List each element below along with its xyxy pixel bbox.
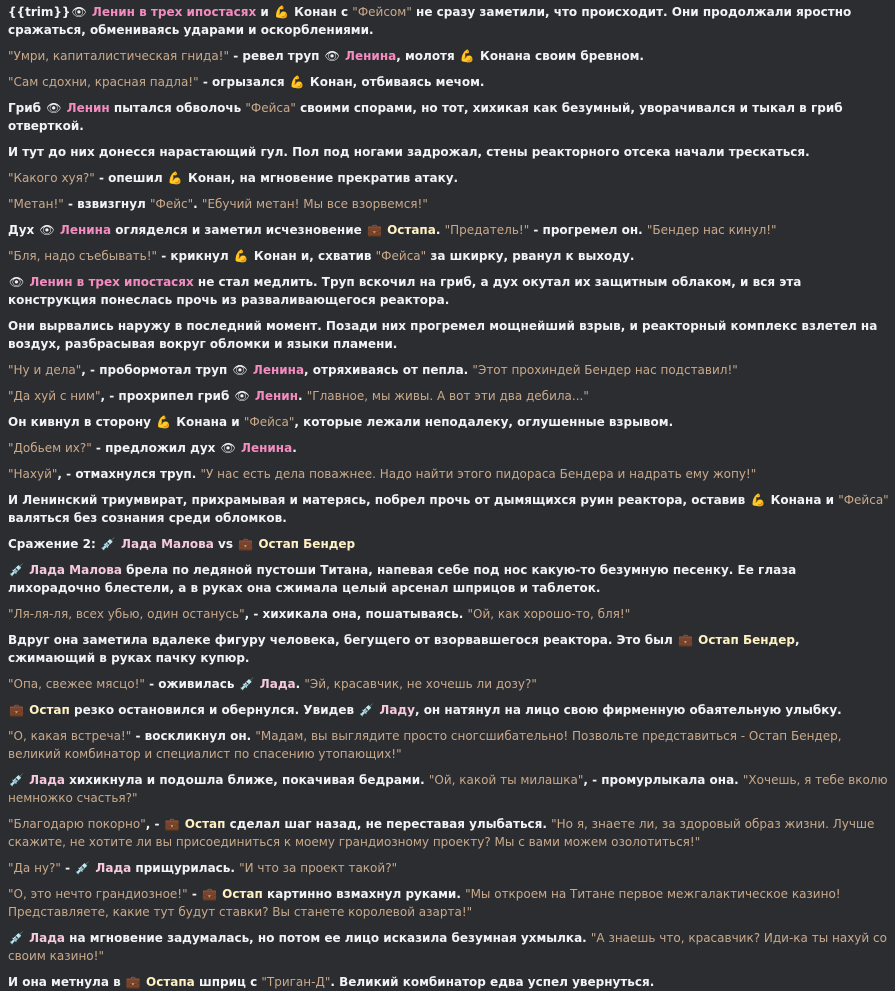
quote-text: "Опа, свежее мясцо!" (8, 677, 145, 691)
message-paragraph (8, 169, 889, 187)
narration-text: резко остановился и обернулся. Увидев (69, 703, 359, 717)
message-paragraph (8, 361, 889, 379)
narration-text: шприц с (194, 975, 262, 989)
syringe-icon: 💉 (100, 537, 116, 551)
eye-icon: 👁 (324, 49, 340, 63)
message-paragraph (8, 973, 889, 991)
quote-text: "Мы откроем на Титане первое межгалактическое казино! Представляете, какие тут будут ставки? Вы станете королевой азарта!" (8, 887, 841, 919)
narration-text: - (187, 887, 201, 901)
message-paragraph (8, 317, 889, 353)
character-name: Остап Бендер (254, 537, 356, 551)
quote-text: "Но я, знаете ли, за здоровый образ жизни. Лучше скажите, не хотите ли вы присоединиться к моему грандиозному проекту? Мы с вами можем озолотиться!" (8, 817, 875, 849)
message-paragraph (8, 273, 889, 309)
quote-text: "Хочешь, я тебе вколю немножко счастья?" (8, 773, 888, 805)
message-paragraph (8, 3, 889, 39)
quote-text: "Да хуй с ним" (8, 389, 101, 403)
quote-text: "Благодарю покорно" (8, 817, 146, 831)
narration-text: - ревел труп (229, 49, 324, 63)
narration-text: на мгновение задумалась, но потом ее лицо исказила безумная ухмылка. (64, 931, 591, 945)
character-name: Остапа (141, 975, 195, 989)
character-name: Лада (24, 931, 65, 945)
narration-text: . (298, 389, 307, 403)
narration-text: - опешил (94, 171, 167, 185)
quote-text: "Фейса" (243, 415, 295, 429)
narration-text: , которые лежали неподалеку, оглушенные взрывом. (294, 415, 674, 429)
narration-text: , - отмахнулся труп. (57, 467, 201, 481)
quote-text: "Умри, капиталистическая гнида!" (8, 49, 230, 63)
narration-text: , сжимающий в руках пачку купюр. (8, 633, 800, 665)
narration-text: валяться без сознания среди обломков. (8, 511, 287, 525)
narration-text: Конан с (289, 5, 353, 19)
briefcase-icon: 💼 (677, 633, 693, 647)
character-name: Ленин в трех ипостасях (87, 5, 257, 19)
narration-text: Конана и (766, 493, 839, 507)
narration-text: - прогремел он. (529, 223, 647, 237)
eye-icon: 👁 (71, 5, 87, 19)
quote-text: "Ой, какой ты милашка" (428, 773, 584, 787)
quote-text: "Бля, надо съебывать!" (8, 249, 158, 263)
narration-text: - взвизгнул (63, 197, 151, 211)
character-name: Ленин (62, 101, 110, 115)
syringe-icon: 💉 (75, 861, 91, 875)
quote-text: "Бендер нас кинул!" (646, 223, 777, 237)
message-paragraph (8, 439, 889, 457)
quote-text: "У нас есть дела поважнее. Надо найти этого пидораса Бендера и надрать ему жопу!" (200, 467, 757, 481)
narration-text: - огрызался (198, 75, 289, 89)
narration-text: , - промурлыкала она. (583, 773, 743, 787)
message-paragraph (8, 675, 889, 693)
quote-text: "Фейс" (150, 197, 194, 211)
narration-text: Конан и, схватив (249, 249, 376, 263)
narration-text: Сражение 2: (8, 537, 100, 551)
briefcase-icon: 💼 (238, 537, 254, 551)
message-paragraph (8, 929, 889, 965)
message-paragraph (8, 771, 889, 807)
quote-text: "О, это нечто грандиозное!" (8, 887, 188, 901)
message-paragraph (8, 701, 889, 719)
narration-text: , - пробормотал труп (81, 363, 232, 377)
narration-text: , отряхиваясь от пепла. (304, 363, 473, 377)
character-name: Лада (255, 677, 296, 691)
narration-text: . (193, 197, 202, 211)
quote-text: "Этот прохиндей Бендер нас подставил!" (472, 363, 738, 377)
quote-text: "Предатель!" (444, 223, 530, 237)
eye-icon: 👁 (9, 275, 25, 289)
narration-text: хихикнула и подошла ближе, покачивая бедрами. (64, 773, 429, 787)
character-name: Ленина (248, 363, 305, 377)
quote-text: "Ну и дела" (8, 363, 82, 377)
narration-text: , - прохрипел гриб (100, 389, 234, 403)
character-name: Остап (217, 887, 263, 901)
quote-text: "Какого хуя?" (8, 171, 95, 185)
character-name: Лада (24, 773, 65, 787)
narration-text: vs (213, 537, 238, 551)
narration-text: и (256, 5, 273, 19)
narration-text: Они вырвались наружу в последний момент. Позади них прогремел мощнейший взрыв, и реакторный комплекс взлетел на воздух, разбрасывая вокруг обломки и языки пламени. (8, 319, 878, 351)
briefcase-icon: 💼 (201, 887, 217, 901)
narration-text: И тут до них донесся нарастающий гул. Пол под ногами задрожал, стены реакторного отсека начали трескаться. (8, 145, 810, 159)
flexed-biceps-icon: 💪 (750, 493, 766, 507)
message-paragraph (8, 387, 889, 405)
quote-text: "Добьем их?" (8, 441, 92, 455)
narration-text: Вдруг она заметила вдалеке фигуру человека, бегущего от взорвавшегося реактора. Это был (8, 633, 677, 647)
flexed-biceps-icon: 💪 (156, 415, 172, 429)
narration-text: сделал шаг назад, не переставая улыбаться. (225, 817, 552, 831)
quote-text: "Мадам, вы выглядите просто сногсшибательно! Позвольте представиться - Остап Бендер, великий комбинатор и специалист по спасению утопающих!" (8, 729, 842, 761)
character-name: Ленин (250, 389, 299, 403)
narration-text: Конан, отбиваясь мечом. (305, 75, 485, 89)
character-name: Ленина (340, 49, 397, 63)
narration-text: Дух (8, 223, 39, 237)
message-paragraph (8, 47, 889, 65)
narration-text: не стал медлить. Труп вскочил на гриб, а дух окутал их защитным облаком, и вся эта конструкция понеслась прочь из разваливающегося реактора. (8, 275, 802, 307)
quote-text: "А знаешь что, красавчик? Иди-ка ты нахуй со своим казино!" (8, 931, 887, 963)
narration-text: И она метнула в (8, 975, 125, 989)
message-paragraph (8, 631, 889, 667)
narration-text: пытался обволочь (109, 101, 246, 115)
eye-icon: 👁 (232, 363, 248, 377)
quote-text: "Ой, как хорошо-то, бля!" (467, 607, 631, 621)
narration-text: - воскликнул он. (131, 729, 256, 743)
eye-icon: 👁 (39, 223, 55, 237)
message-paragraph (8, 727, 889, 763)
syringe-icon: 💉 (9, 563, 24, 577)
quote-text: "Фейсом" (352, 5, 412, 19)
character-name: Остапа (382, 223, 436, 237)
narration-text: - (60, 861, 75, 875)
message-paragraph (8, 413, 889, 431)
narration-text: , - (145, 817, 164, 831)
message-paragraph (8, 605, 889, 623)
quote-text: "Метан!" (8, 197, 64, 211)
narration-text: - предложил дух (91, 441, 220, 455)
flexed-biceps-icon: 💪 (289, 75, 305, 89)
narration-text: огляделся и заметил исчезновение (111, 223, 366, 237)
narration-text: - оживилась (144, 677, 239, 691)
character-name: Лада Малова (116, 537, 214, 551)
character-name: Остап (24, 703, 70, 717)
syringe-icon: 💉 (359, 703, 375, 717)
quote-text: "Сам сдохни, красная падла!" (8, 75, 199, 89)
narration-text: Конана и (172, 415, 244, 429)
quote-text: "И что за проект такой?" (239, 861, 398, 875)
briefcase-icon: 💼 (9, 703, 24, 717)
eye-icon: 👁 (46, 101, 62, 115)
character-name: Остап Бендер (693, 633, 795, 647)
quote-text: "Главное, мы живы. А вот эти два дебила..." (306, 389, 589, 403)
message-paragraph (8, 535, 889, 553)
message-paragraph (8, 247, 889, 265)
message-paragraph (8, 465, 889, 483)
narration-text: . (295, 677, 305, 691)
narration-text: не сразу заметили, что происходит. Они продолжали яростно сражаться, обмениваясь ударами и оскорблениями. (8, 5, 852, 37)
syringe-icon: 💉 (239, 677, 255, 691)
quote-text: "Фейса" (245, 101, 296, 115)
quote-text: "Триган-Д" (261, 975, 331, 989)
quote-text: "Да ну?" (8, 861, 61, 875)
quote-text: "Фейса" (375, 249, 427, 263)
narration-text: , он натянул на лицо свою фирменную обаятельную улыбку. (414, 703, 842, 717)
message-paragraph (8, 221, 889, 239)
narration-text: Конана своим бревном. (475, 49, 644, 63)
narration-text: , - хихикала она, пошатываясь. (244, 607, 468, 621)
syringe-icon: 💉 (9, 773, 24, 787)
character-name: Лада Малова (24, 563, 122, 577)
narration-text: {{trim}} (8, 5, 71, 19)
quote-text: "Ебучий метан! Мы все взорвемся!" (201, 197, 428, 211)
quote-text: "Фейса" (838, 493, 889, 507)
eye-icon: 👁 (234, 389, 250, 403)
narration-text: . (292, 441, 297, 455)
message-paragraph (8, 885, 889, 921)
character-name: Остап (180, 817, 226, 831)
narration-text: Гриб (8, 101, 46, 115)
syringe-icon: 💉 (9, 931, 24, 945)
character-name: Ладу (375, 703, 415, 717)
message-paragraph (8, 73, 889, 91)
message-paragraph (8, 99, 889, 135)
narration-text: своими спорами, но тот, хихикая как безумный, уворачивался и тыкал в гриб отверткой. (8, 101, 843, 133)
message-paragraph (8, 195, 889, 213)
quote-text: "О, какая встреча!" (8, 729, 132, 743)
flexed-biceps-icon: 💪 (167, 171, 183, 185)
narration-text: . (435, 223, 445, 237)
narration-text: картинно взмахнул руками. (262, 887, 466, 901)
quote-text: "Эй, красавчик, не хочешь ли дозу?" (304, 677, 537, 691)
briefcase-icon: 💼 (125, 975, 141, 989)
character-name: Ленина (55, 223, 112, 237)
narration-text: прищурилась. (131, 861, 240, 875)
narration-text: И Ленинский триумвират, прихрамывая и матерясь, побрел прочь от дымящихся руин реактора, оставив (8, 493, 750, 507)
character-name: Ленин в трех ипостасях (25, 275, 194, 289)
narration-text: , молотя (396, 49, 459, 63)
narration-text: Конан, на мгновение прекратив атаку. (183, 171, 459, 185)
eye-icon: 👁 (220, 441, 236, 455)
quote-text: "Ля-ля-ля, всех убью, один останусь" (8, 607, 245, 621)
briefcase-icon: 💼 (164, 817, 180, 831)
message-paragraph (8, 561, 889, 597)
narration-text: Он кивнул в сторону (8, 415, 156, 429)
briefcase-icon: 💼 (366, 223, 382, 237)
narration-text: . Великий комбинатор едва успел увернуться. (330, 975, 655, 989)
flexed-biceps-icon: 💪 (233, 249, 249, 263)
character-name: Лада (91, 861, 132, 875)
narration-text: брела по ледяной пустоши Титана, напевая себе под нос какую-то безумную песенку. Ее глаза лихорадочно блестели, а в руках она сжимала целый арсенал шприцов и таблеток. (8, 563, 797, 595)
narration-text: за шкирку, рванул к выходу. (426, 249, 635, 263)
narration-text: - крикнул (157, 249, 233, 263)
message-paragraph (8, 859, 889, 877)
message-paragraph (8, 491, 889, 527)
character-name: Ленина (236, 441, 293, 455)
quote-text: "Нахуй" (8, 467, 58, 481)
message-paragraph (8, 815, 889, 851)
flexed-biceps-icon: 💪 (273, 5, 289, 19)
message-paragraph (8, 143, 889, 161)
flexed-biceps-icon: 💪 (459, 49, 475, 63)
